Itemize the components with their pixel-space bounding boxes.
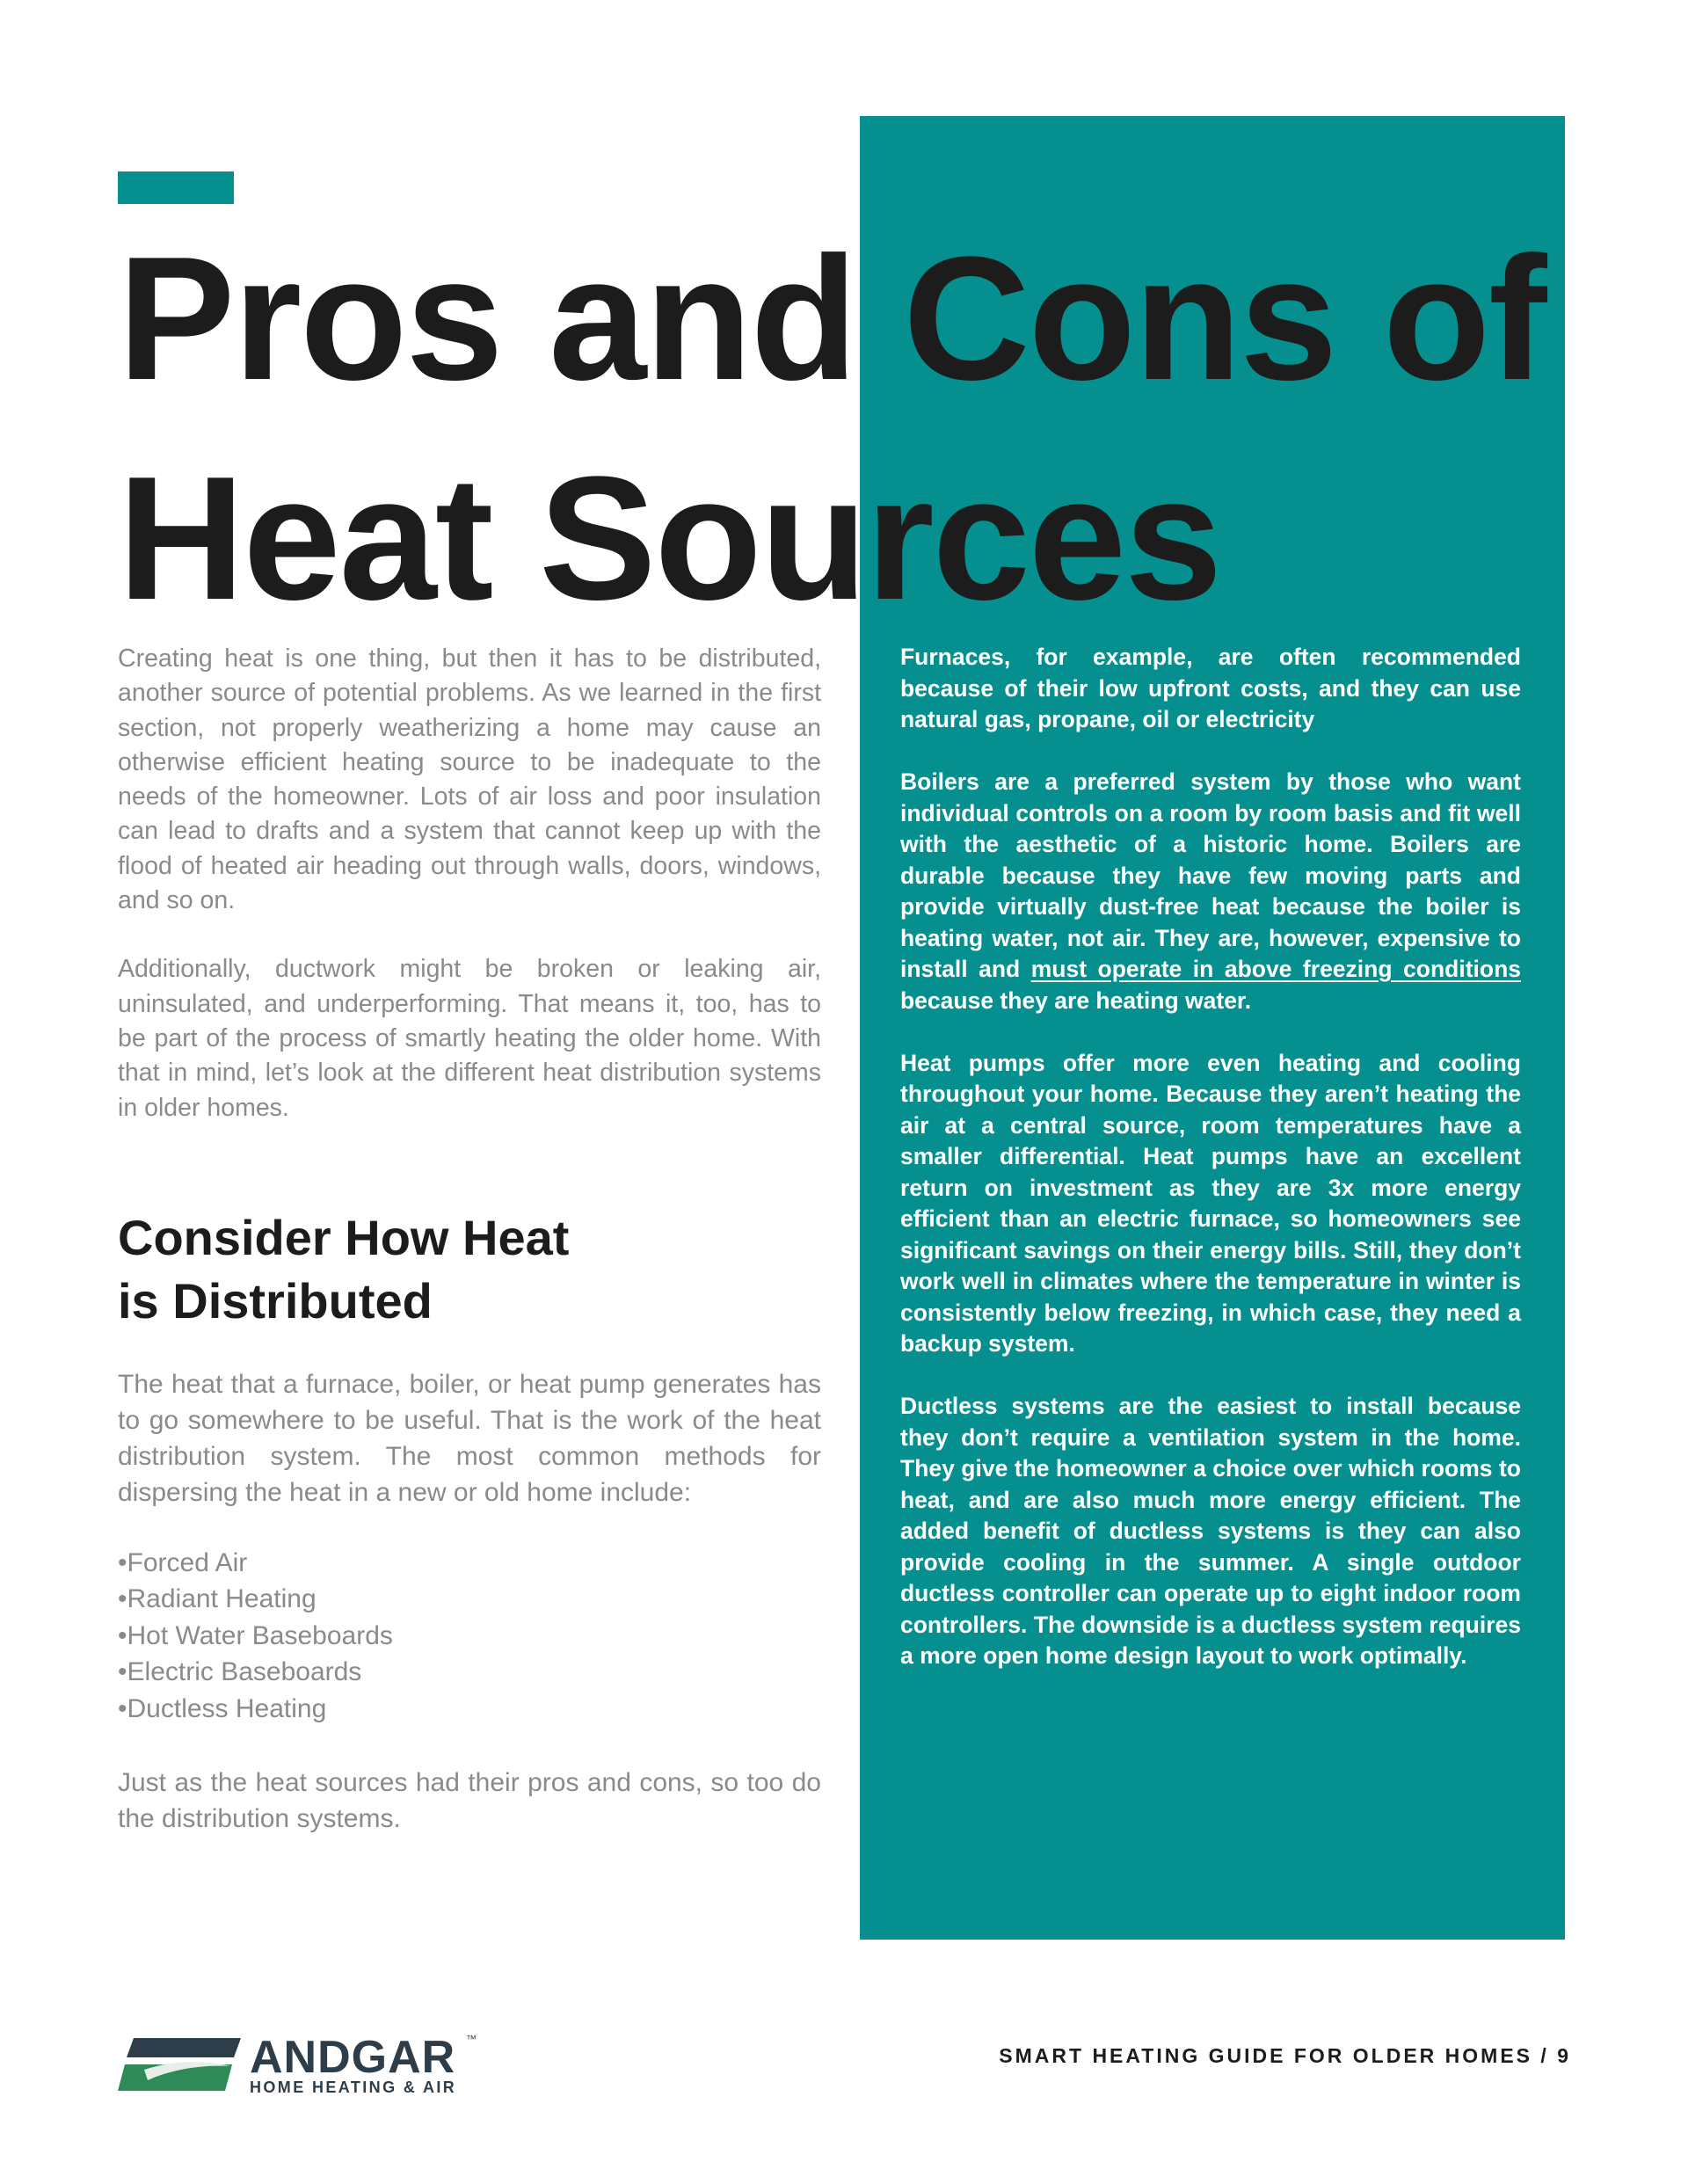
logo-tagline: HOME HEATING & AIR [250, 2078, 457, 2096]
logo-trademark: ™ [466, 2033, 477, 2045]
boilers-text: Boilers are a preferred system by those who want individual controls on a room by room basis and fit well with the aesthetic of a historic home. Boilers are durable because they have few moving parts and provide virtually dust-free heat because the boiler is heating water, not air. They are, however, expensive to install and [900, 768, 1521, 982]
closing-paragraph: Just as the heat sources had their pros and cons, so too do the distribution systems. [118, 1768, 821, 1834]
list-item: • Radiant Heating [118, 1581, 821, 1618]
andgar-logo [118, 2032, 487, 2096]
page-title-line-2: Heat Sources [118, 440, 1221, 637]
page-title-line-1: Pros and Cons of [118, 221, 1546, 417]
subheading-line-2: is Distributed [118, 1272, 433, 1329]
furnaces-paragraph: Furnaces, for example, are often recommended because of their low upfront costs, and they can use natural gas, propane, oil or electricity [900, 644, 1521, 732]
logo-mark-icon [118, 2035, 241, 2096]
intro-paragraph-1: Creating heat is one thing, but then it has to be distributed, another source of potential problems. As we learned in the first section, not properly weatherizing a home may cause an otherwise efficient heating source to be inadequate to the needs of the homeowner. Lots of air loss and poor insulation can lead to drafts and a system that cannot keep up with the flood of heated air heading out through walls, doors, windows, and so on. [118, 644, 821, 915]
distribution-methods-list [118, 1545, 821, 1728]
left-column [118, 642, 821, 1871]
right-column [900, 642, 1521, 1703]
intro-paragraph-2: Additionally, ductwork might be broken or leaking air, uninsulated, and underperforming. That means it, too, has to be part of the process of smartly heating the older home. With that in mind, let’s look at the different heat distribution systems in older homes. [118, 955, 821, 1122]
section-subheading [118, 1206, 821, 1333]
list-item: • Hot Water Baseboards [118, 1618, 821, 1655]
list-item: • Forced Air [118, 1545, 821, 1582]
distribution-paragraph: The heat that a furnace, boiler, or heat pump generates has to go somewhere to be useful. That is the work of the heat distribution system. The most common methods for dispersing the heat in a new or old home include: [118, 1369, 821, 1507]
logo-name: ANDGAR [250, 2032, 456, 2083]
boilers-paragraph [900, 767, 1521, 1016]
boilers-text-end: because they are heating water. [900, 986, 1252, 1014]
freezing-conditions-link[interactable]: must operate in above freezing conditions [1030, 956, 1521, 982]
heat-pumps-paragraph: Heat pumps offer more even heating and cooling throughout your home. Because they aren’t heating the air at a central source, room temperatures have a smaller differential. Heat pumps have an excellent return on investment as they are 3x more energy efficient than an electric furnace, so homeowners see significant savings on their energy bills. Still, they don’t work well in climates where the temperature in winter is consistently below freezing, in which case, they need a backup system. [900, 1049, 1521, 1357]
accent-bar [118, 171, 234, 204]
list-item: • Electric Baseboards [118, 1654, 821, 1691]
list-item: • Ductless Heating [118, 1691, 821, 1728]
ductless-paragraph: Ductless systems are the easiest to install because they don’t require a ventilation system in the home. They give the homeowner a choice over which rooms to heat, and are also much more energy efficient. The added benefit of ductless systems is they can also provide cooling in the summer. A single outdoor ductless controller can operate up to eight indoor room controllers. The downside is a ductless system requires a more open home design layout to work optimally. [900, 1393, 1521, 1669]
page-title [118, 209, 1612, 649]
subheading-line-1: Consider How Heat [118, 1209, 570, 1265]
page-footer: SMART HEATING GUIDE FOR OLDER HOMES / 9 [999, 2044, 1571, 2067]
